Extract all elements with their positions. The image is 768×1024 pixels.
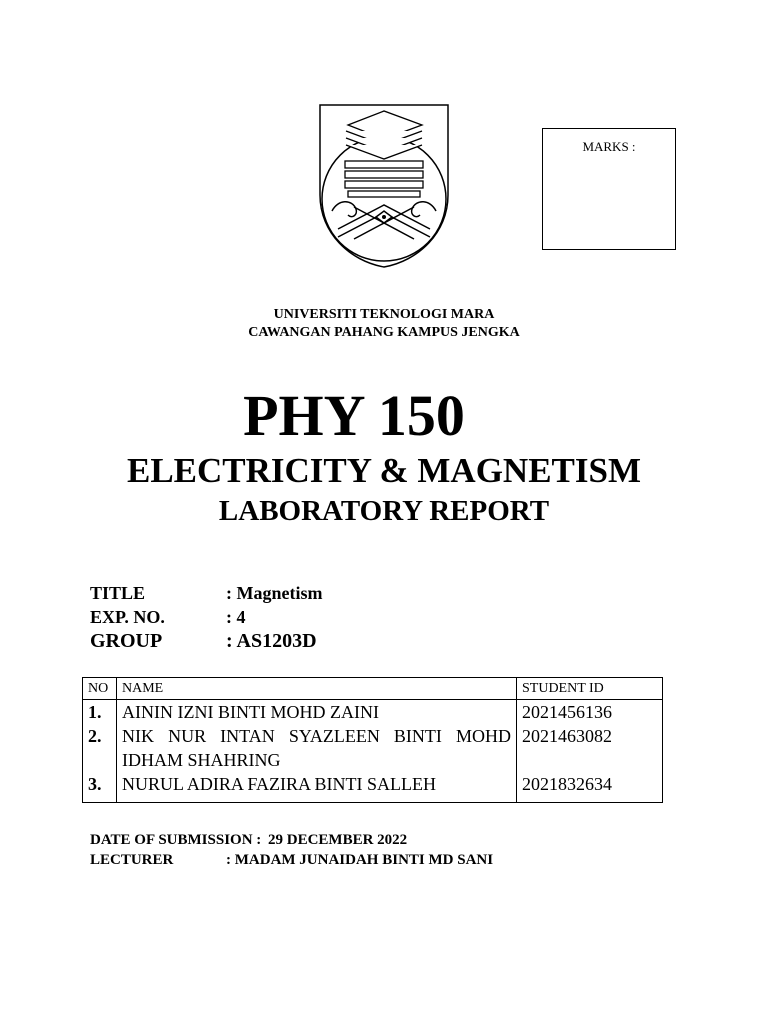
course-code: PHY 150 [243,383,465,448]
table-header-row [83,678,663,700]
marks-label: MARKS : [582,139,636,154]
submission-date-label: DATE OF SUBMISSION : [90,832,262,848]
title-label: TITLE [90,583,146,603]
table-row [83,724,663,772]
table-row [83,772,663,803]
marks-box [542,128,676,250]
title-value: : Magnetism [226,583,323,603]
exp-no-value: : 4 [226,607,246,627]
members-table [82,677,663,803]
table-row [83,700,663,725]
submission-date-value: 29 DECEMBER 2022 [268,832,408,848]
header-student-id: STUDENT ID [517,678,663,700]
lecturer-label: LECTURER [90,852,174,868]
member-student-id: 2021463082 [517,724,663,772]
member-no: 3. [83,772,117,803]
member-name: NURUL ADIRA FAZIRA BINTI SALLEH [117,772,517,803]
header-no: NO [83,678,117,700]
lecturer-value: : MADAM JUNAIDAH BINTI MD SANI [226,852,494,868]
member-no: 1. [83,700,117,725]
campus-name: CAWANGAN PAHANG KAMPUS JENGKA [248,325,520,340]
member-student-id: 2021832634 [517,772,663,803]
group-value: : AS1203D [226,630,317,652]
member-no: 2. [83,724,117,772]
group-label: GROUP [90,630,163,652]
university-crest-logo [318,103,450,269]
member-name: AININ IZNI BINTI MOHD ZAINI [117,700,517,725]
exp-no-label: EXP. NO. [90,607,165,627]
university-name: UNIVERSITI TEKNOLOGI MARA [273,307,495,322]
member-name: NIK NUR INTAN SYAZLEEN BINTI MOHD IDHAM SHAHRING [117,724,517,772]
member-student-id: 2021456136 [517,700,663,725]
header-name: NAME [117,678,517,700]
course-name: ELECTRICITY & MAGNETISM [126,451,642,490]
report-type: LABORATORY REPORT [218,495,550,527]
